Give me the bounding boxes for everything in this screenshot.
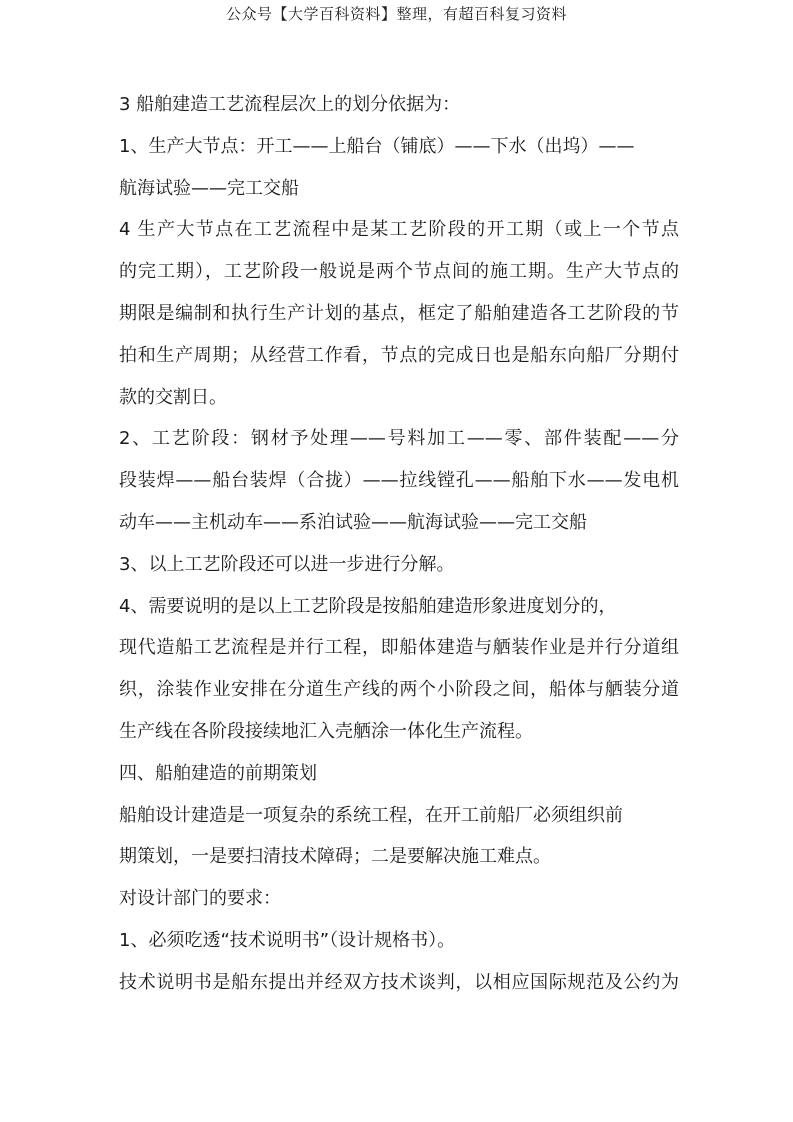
text-line: 1、生产大节点：开工——上船台（铺底）——下水（出坞）——	[119, 135, 635, 157]
text-line: 款的交割日。	[119, 386, 227, 408]
text-line: 现代造船工艺流程是并行工程，即船体建造与舾装作业是并行分道组	[119, 637, 679, 659]
text-line: 航海试验——完工交船	[119, 177, 299, 199]
text-line: 对设计部门的要求：	[119, 888, 281, 910]
text-line: 拍和生产周期；从经营工作看，节点的完成日也是船东向船厂分期付	[119, 344, 679, 366]
page-header: 公众号【大学百科资料】整理，有超百科复习资料	[225, 5, 567, 23]
text-line: 4 生产大节点在工艺流程中是某工艺阶段的开工期（或上一个节点	[119, 219, 679, 241]
text-line: 2、工艺阶段：钢材予处理——号料加工——零、部件装配——分	[119, 428, 679, 450]
text-line: 动车——主机动车——系泊试验——航海试验——完工交船	[119, 511, 587, 533]
text-line: 船舶设计建造是一项复杂的系统工程，在开工前船厂必须组织前	[119, 804, 623, 826]
text-line: 3、以上工艺阶段还可以进一步进行分解。	[119, 553, 455, 575]
text-line: 3 船舶建造工艺流程层次上的划分依据为：	[119, 94, 461, 115]
document-body	[119, 84, 679, 1004]
text-line: 期限是编制和执行生产计划的基点，框定了船舶建造各工艺阶段的节	[119, 302, 679, 324]
text-line: 生产线在各阶段接续地汇入壳舾涂一体化生产流程。	[119, 720, 533, 742]
text-line: 织，涂装作业安排在分道生产线的两个小阶段之间，船体与舾装分道	[119, 679, 679, 701]
text-line: 段装焊——船台装焊（合拢）——拉线镗孔——船舶下水——发电机	[119, 470, 679, 492]
section-heading: 四、船舶建造的前期策划	[119, 762, 317, 784]
text-line: 的完工期），工艺阶段一般说是两个节点间的施工期。生产大节点的	[119, 261, 679, 283]
text-line: 期策划，一是要扫清技术障碍；二是要解决施工难点。	[119, 846, 551, 868]
text-line: 1、必须吃透“技术说明书”（设计规格书）。	[119, 929, 456, 951]
text-line: 4、需要说明的是以上工艺阶段是按船舶建造形象进度划分的，	[119, 595, 617, 617]
text-line: 技术说明书是船东提出并经双方技术谈判，以相应国际规范及公约为	[119, 971, 679, 993]
